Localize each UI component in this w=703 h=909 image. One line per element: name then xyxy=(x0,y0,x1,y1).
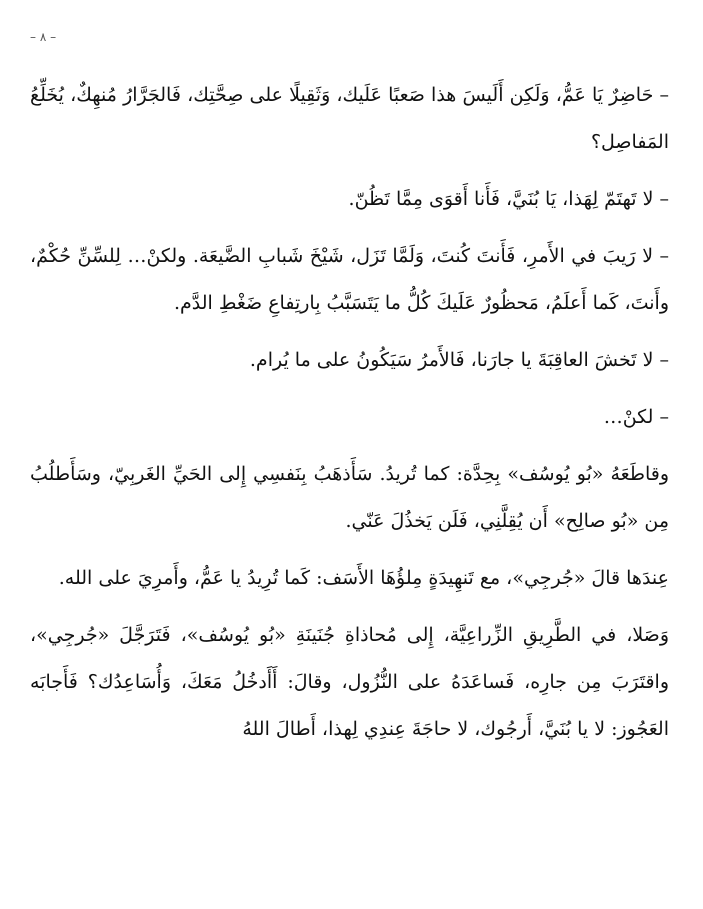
narrative-paragraph-3: وَصَلا، في الطَّرِيقِ الزِّراعِيَّة، إِلى مُحاذاةِ جُنَينَةِ «بُو يُوسُف»، فَتَرَجَّلَ «جُرجِي»، واقتَرَبَ مِن جارِه، فَساعَدَهُ على النُّزُول، وقالَ: أَأَدخُلُ مَعَكَ، وَأُسَاعِدُك؟ فَأَجابَه العَجُوز: لا يا بُنَيَّ، أَرجُوك، لا حاجَةَ عِندِي لِهذا، أَطالَ اللهُ xyxy=(30,624,669,740)
dialogue-line-5: – لكنْ… xyxy=(603,406,669,428)
dialogue-line-4: – لا تَخشَ العاقِبَةَ يا جارَنا، فَالأَمرُ سَيَكُونُ على ما يُرام. xyxy=(249,349,669,371)
narrative-paragraph-2: عِندَها قالَ «جُرجِي»، مع تَنهِيدَةٍ مِلؤُهَا الأَسَف: كَما تُرِيدُ يا عَمُّ، وأَمرِيَ على الله. xyxy=(58,567,669,589)
page-text xyxy=(30,72,669,753)
dialogue-line-2: – لا تَهتَمّ لِهَذا، يَا بُنَيَّ، فَأَنا أَقوَى مِمَّا تَظُنّ. xyxy=(348,188,669,210)
dialogue-line-1: – حَاضِرٌ يَا عَمُّ، وَلَكِن أَلَيسَ هذا صَعبًا عَلَيك، وَثَقِيلًا على صِحَّتِك، فَالجَرَّارُ مُنهِكٌ، يُخَلِّعُ المَفاصِل؟ xyxy=(30,84,669,153)
narrative-paragraph-1: وقاطَعَهُ «بُو يُوسُف» بِحِدَّة: كما تُريدُ. سَأَذهَبُ بِنَفسِي إِلى الحَيِّ الغَربِيّ، وسَأَطلُبُ مِن «بُو صالِح» أَن يُقِلَّنِي، فَلَن يَخذُلَ عَنّي. xyxy=(30,463,669,532)
dialogue-line-3: – لا رَيبَ في الأَمرِ، فَأَنتَ كُنتَ، وَلَمَّا تَزَل، شَيْخَ شَبابِ الضَّيعَة. ولكنْ… لِلسِّنِّ حُكْمٌ، وأَنتَ، كَما أَعلَمُ، مَحظُورٌ عَلَيكَ كُلُّ ما يَتَسَبَّبُ بِارتِفاعِ ضَغْطِ الدَّم. xyxy=(30,245,669,314)
page-number: – ٨ – xyxy=(30,30,57,44)
